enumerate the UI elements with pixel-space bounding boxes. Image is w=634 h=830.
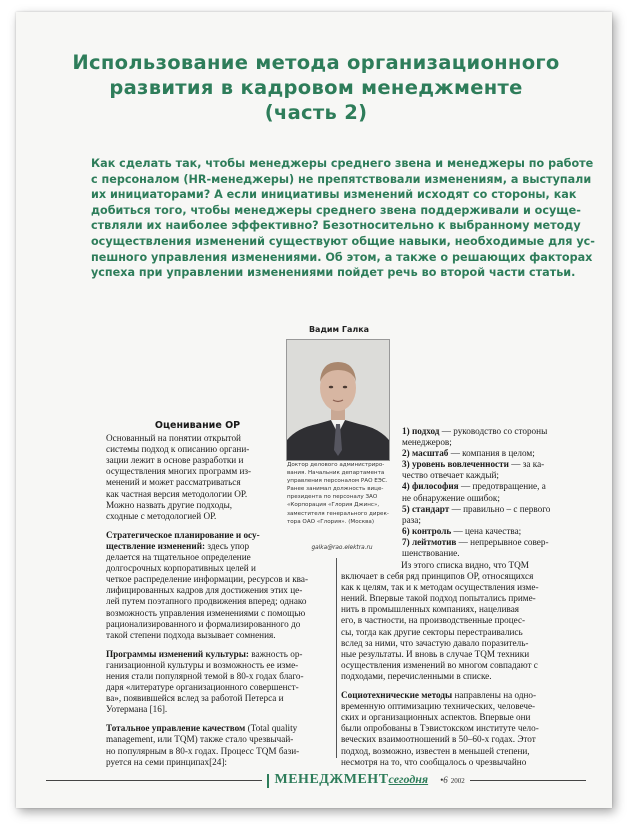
text-line: подходами, перечисленными в списке. bbox=[341, 670, 492, 681]
list-term: лейтмотив bbox=[411, 536, 457, 547]
list-term: подход bbox=[411, 426, 440, 436]
right-column bbox=[402, 426, 577, 559]
list-item-continuation: шенствование. bbox=[402, 548, 460, 559]
lead-line: Как сделать так, чтобы менеджеры среднего звена и менеджеры по работе bbox=[91, 157, 594, 170]
title-line: развития в кадровом менеджменте bbox=[109, 76, 523, 99]
text-line: включает в себя ряд принципов ОР, относящихся bbox=[341, 571, 534, 582]
column-divider bbox=[336, 558, 337, 758]
text-line: подход, возможно, известен в меньшей степени, bbox=[341, 745, 530, 756]
text-line: делается на тщательное определение bbox=[106, 552, 251, 563]
lead-line: ствляли их наиболее эффективно? Безотносительно к выбранному методу bbox=[91, 219, 581, 233]
text-line bbox=[106, 648, 303, 660]
bio-line: президента по персоналу ЗАО bbox=[287, 494, 378, 501]
bio-line: вания. Начальник департамента bbox=[287, 470, 385, 477]
list-text: — руководство со стороны bbox=[439, 426, 548, 436]
list-text: — предотвращение, а bbox=[458, 481, 546, 492]
text-line: были опробованы в Тэвистокском институте чело- bbox=[341, 723, 539, 734]
list-item bbox=[402, 526, 577, 537]
text-line: Можно назвать другие подходы, bbox=[106, 499, 233, 510]
bold-term: Социотехнические методы bbox=[341, 690, 453, 701]
list-term: стандарт bbox=[411, 503, 450, 514]
lead-line: их инициаторами? А если инициативы изменений исходят со стороны, как bbox=[91, 188, 577, 202]
text-line: Из этого списка видно, что TQM bbox=[401, 560, 529, 570]
list-term: уровень вовлеченности bbox=[411, 459, 509, 470]
list-number: 1) bbox=[402, 426, 410, 436]
list-text: — за ка- bbox=[508, 459, 545, 470]
text-line: веческих взаимоотношений в 50–60-х годах. Этот bbox=[341, 734, 536, 745]
bold-term: ществление изменений: bbox=[106, 540, 206, 551]
author-portrait-image bbox=[287, 340, 389, 460]
bio-line: заместителя генерального дирек- bbox=[287, 510, 389, 517]
list-term: контроль bbox=[411, 525, 452, 536]
text-run: (Total quality bbox=[245, 723, 298, 734]
text-run: здесь упор bbox=[205, 540, 250, 551]
text-line: даря «литературе организационного совершенст- bbox=[106, 682, 299, 693]
left-column bbox=[106, 420, 309, 768]
text-line: но популярным в 80-х годах. Процесс TQM бази- bbox=[106, 745, 300, 756]
title-line: Использование метода организационного bbox=[72, 51, 560, 74]
author-name: Вадим Галка bbox=[308, 325, 370, 334]
text-line: возможность управления изменениями с помощью bbox=[106, 607, 306, 618]
bio-line: управления персоналом РАО ЕЭС. bbox=[287, 478, 388, 485]
bio-line: Доктор делового администриро- bbox=[287, 462, 385, 468]
text-line bbox=[106, 530, 281, 541]
text-run: направлены на одно- bbox=[452, 690, 537, 701]
text-line: сы, тогда как другие секторы перестраивались bbox=[341, 626, 523, 637]
text-line: зации лежит в основе разработки и bbox=[106, 455, 244, 466]
text-line: такой степени подхода вызывает сомнения. bbox=[106, 629, 276, 640]
text-line: вслед за ними, что зачастую давало поразитель- bbox=[341, 637, 529, 648]
section-heading: Оценивание ОР bbox=[154, 420, 241, 431]
text-line: как к целям, так и к методам осуществления изме- bbox=[341, 582, 539, 593]
list-item-continuation: раза; bbox=[402, 514, 421, 525]
text-line: сходные с методологией ОР. bbox=[106, 510, 217, 521]
text-line: нить в промышленных компаниях, нацеливая bbox=[341, 604, 520, 615]
text-line: нений. Впервые такой подход попытались приме- bbox=[341, 593, 536, 604]
list-number: 2) bbox=[402, 448, 410, 459]
text-line: ные результаты. И вновь в случае TQM техники bbox=[341, 648, 530, 659]
list-item-continuation: не обнаружение ошибок; bbox=[402, 492, 500, 503]
list-item-continuation: менеджеров; bbox=[402, 437, 452, 448]
text-line: осуществления изменений во многом совпадают с bbox=[341, 659, 538, 670]
list-number: 3) bbox=[402, 459, 410, 470]
text-line: лифицированных кадров для достижения этих це- bbox=[106, 585, 303, 596]
magazine-brand: МЕНЕДЖМЕНТ bbox=[274, 772, 389, 787]
article-title bbox=[56, 50, 576, 125]
author-photo bbox=[286, 339, 390, 461]
article-lead bbox=[91, 156, 595, 281]
text-line: его, в частности, на производственные процес- bbox=[341, 615, 526, 626]
text-line bbox=[106, 541, 281, 552]
list-number: 4) bbox=[402, 481, 410, 492]
text-line: менений и может рассматриваться bbox=[106, 477, 241, 488]
text-line: management, или TQM) также стало чрезвычай- bbox=[106, 734, 294, 745]
list-item-continuation: чество отвечает каждый; bbox=[402, 470, 499, 481]
text-line bbox=[341, 690, 577, 701]
text-line: временную оптимизацию технических, человече- bbox=[341, 701, 536, 712]
author-bio bbox=[287, 461, 399, 526]
list-item bbox=[402, 448, 577, 459]
bio-line: «Корпорация «Глория Джинс», bbox=[287, 502, 380, 509]
lead-line: успеха при управлении изменениями пойдет речь во второй части статьи. bbox=[91, 266, 576, 280]
lead-line: осуществления изменений существуют общие навыки, необходимые для ус- bbox=[91, 234, 595, 248]
lead-line: с персоналом (HR-менеджеры) не препятствовали изменениям, а выступали bbox=[91, 172, 592, 186]
title-line: (часть 2) bbox=[264, 101, 368, 124]
list-text: — цена качества; bbox=[451, 525, 522, 536]
lead-line: пешного управления изменениями. Об этом, а также о решающих факторах bbox=[91, 250, 593, 264]
list-text: — непрерывное совер- bbox=[456, 536, 549, 547]
text-line: долгосрочных корпоративных целей и bbox=[106, 563, 256, 574]
text-line: ских и организационных аспектов. Впервые они bbox=[341, 712, 531, 723]
bio-line: тора ОАО «Глория». (Москва) bbox=[287, 518, 375, 525]
text-line: руется на семи принципах[24]: bbox=[106, 756, 227, 767]
text-line: нения стали популярной темой в 80-х годах благо- bbox=[106, 670, 304, 681]
text-line bbox=[106, 723, 298, 734]
list-item bbox=[402, 504, 577, 515]
list-number: 5) bbox=[402, 503, 410, 514]
middle-column bbox=[341, 560, 577, 768]
text-line: Уотермана [16]. bbox=[106, 704, 168, 715]
issue-number: •6 bbox=[440, 775, 448, 785]
text-line: системы подход к описанию органи- bbox=[106, 444, 250, 455]
magazine-footer bbox=[262, 772, 470, 790]
text-line: рационализированного и формализированного до bbox=[106, 618, 301, 629]
issue-year: 2002 bbox=[450, 777, 465, 785]
text-line: лей путем поэтапного продвижения вперед; однако bbox=[106, 596, 307, 607]
magazine-page bbox=[16, 12, 612, 808]
bold-term: Стратегическое планирование и осу- bbox=[106, 529, 260, 540]
footer-bar bbox=[267, 774, 269, 788]
list-item bbox=[402, 481, 577, 492]
list-term: философия bbox=[411, 481, 459, 492]
list-number: 6) bbox=[402, 525, 410, 536]
text-line: несмотря на то, что сообщалось о чрезвычайно bbox=[341, 756, 527, 767]
bold-term: Тотальное управление качеством bbox=[106, 723, 246, 734]
list-text: — компания в целом; bbox=[448, 448, 535, 459]
text-line: как частная версия методологии ОР. bbox=[106, 488, 248, 499]
text-line: ва», появившейся вслед за работой Петерса и bbox=[106, 693, 284, 704]
text-line: Основанный на понятии открытой bbox=[106, 433, 241, 444]
text-line: ганизационной культуры и возможность ее изме- bbox=[106, 659, 299, 670]
list-text: — правильно – с первого bbox=[449, 503, 551, 514]
list-term: масштаб bbox=[411, 448, 449, 459]
author-email: galka@rao.elektra.ru bbox=[311, 545, 373, 551]
list-item bbox=[402, 537, 577, 548]
text-line: осуществления многих программ из- bbox=[106, 466, 252, 477]
lead-line: добиться того, чтобы менеджеры среднего звена поддерживали и осуще- bbox=[91, 203, 581, 217]
bio-line: Ранее занимал должность вице- bbox=[287, 486, 384, 493]
list-item bbox=[402, 426, 577, 437]
magazine-brand-today: сегодня bbox=[388, 772, 429, 786]
list-number: 7) bbox=[402, 536, 410, 547]
text-line: четкое распределение информации, ресурсов и ква- bbox=[106, 574, 309, 585]
text-run: важность ор- bbox=[248, 648, 303, 659]
bold-term: Программы изменений культуры: bbox=[106, 648, 249, 659]
list-item bbox=[402, 459, 577, 470]
